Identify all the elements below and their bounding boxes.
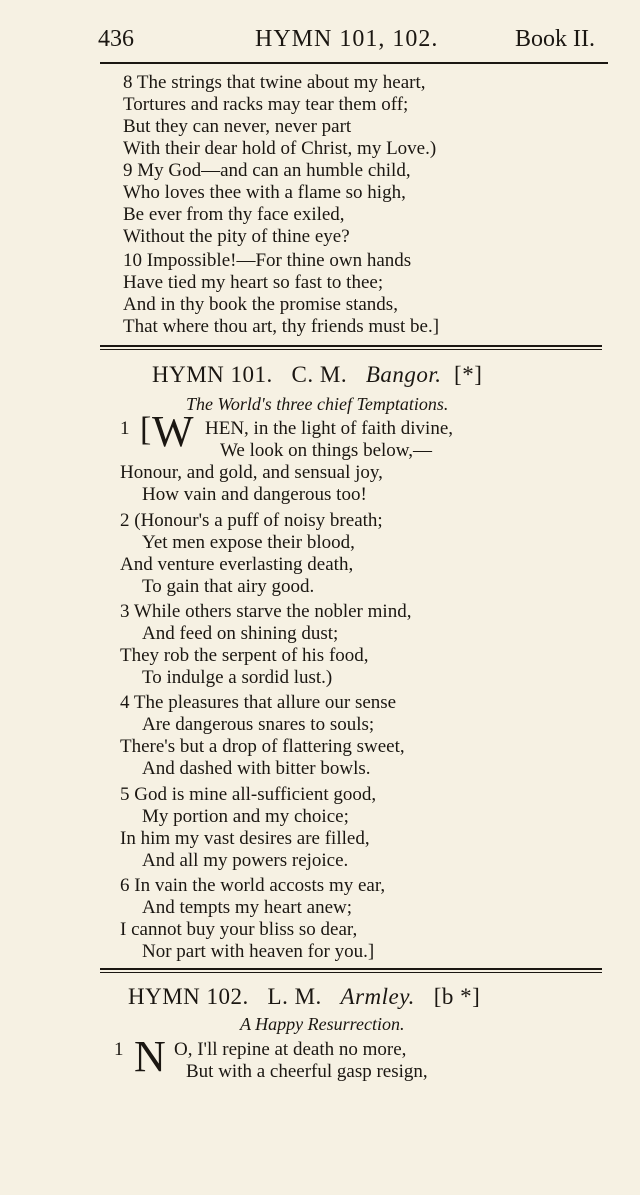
verse-line: And in thy book the promise stands, — [123, 294, 398, 315]
verse-number: 1 — [120, 418, 130, 439]
verse-line: I cannot buy your bliss so dear, — [120, 919, 358, 940]
hymn-tune: Bangor. — [365, 362, 442, 387]
hymn-mark: [*] — [454, 362, 483, 387]
hymn-meter: L. M. — [267, 984, 322, 1009]
verse-line: Tortures and racks may tear them off; — [123, 94, 409, 115]
running-header — [0, 26, 640, 60]
verse-line: That where thou art, thy friends must be.] — [123, 316, 440, 337]
verse-line: There's but a drop of flattering sweet, — [120, 736, 405, 757]
verse-line: O, I'll repine at death no more, — [174, 1039, 407, 1060]
verse-line: Yet men expose their blood, — [142, 532, 355, 553]
verse-line: HEN, in the light of faith divine, — [205, 418, 454, 439]
hymn-mark: [b *] — [433, 984, 481, 1009]
drop-cap-bracket: [ — [140, 411, 152, 448]
verse-line: To gain that airy good. — [142, 576, 315, 597]
verse-line: How vain and dangerous too! — [142, 484, 367, 505]
hymn-number: HYMN 101. — [152, 362, 273, 387]
hymn-tune: Armley. — [340, 984, 415, 1009]
verse-line: My portion and my choice; — [142, 806, 349, 827]
header-rule — [100, 62, 608, 64]
drop-cap-letter: N — [134, 1032, 166, 1081]
verse-number: 1 — [114, 1039, 124, 1060]
verse-line: 8 The strings that twine about my heart, — [123, 72, 426, 93]
verse-line: Are dangerous snares to souls; — [142, 714, 375, 735]
verse-line: And dashed with bitter bowls. — [142, 758, 371, 779]
drop-cap-letter: W — [152, 407, 194, 456]
hymn-101-heading — [152, 362, 482, 388]
verse-line: They rob the serpent of his food, — [120, 645, 369, 666]
verse-line: To indulge a sordid lust.) — [142, 667, 333, 688]
verse-line: But with a cheerful gasp resign, — [186, 1061, 428, 1082]
hymn-number: HYMN 102. — [128, 984, 249, 1009]
verse-line: 3 While others starve the nobler mind, — [120, 601, 412, 622]
verse-line: Without the pity of thine eye? — [123, 226, 350, 247]
book-label: Book II. — [515, 26, 595, 52]
hymn-subtitle: A Happy Resurrection. — [240, 1014, 405, 1034]
verse-line: 10 Impossible!—For thine own hands — [123, 250, 412, 271]
verse-line: In him my vast desires are filled, — [120, 828, 370, 849]
verse-line: 5 God is mine all-sufficient good, — [120, 784, 377, 805]
verse-line: And feed on shining dust; — [142, 623, 339, 644]
section-divider — [100, 345, 602, 350]
section-divider — [100, 968, 602, 973]
hymn-meter: C. M. — [291, 362, 348, 387]
verse-line: 9 My God—and can an humble child, — [123, 160, 411, 181]
verse-line: 2 (Honour's a puff of noisy breath; — [120, 510, 383, 531]
verse-line: Have tied my heart so fast to thee; — [123, 272, 384, 293]
verse-line: But they can never, never part — [123, 116, 352, 137]
running-title: HYMN 101, 102. — [255, 26, 439, 52]
verse-line: Honour, and gold, and sensual joy, — [120, 462, 383, 483]
verse-line: Be ever from thy face exiled, — [123, 204, 345, 225]
verse-line: 6 In vain the world accosts my ear, — [120, 875, 386, 896]
page-number: 436 — [98, 26, 134, 52]
verse-line: We look on things below,— — [220, 440, 433, 461]
hymn-subtitle: The World's three chief Temptations. — [186, 394, 449, 414]
verse-line: With their dear hold of Christ, my Love.) — [123, 138, 437, 159]
verse-line: And tempts my heart anew; — [142, 897, 353, 918]
verse-line: And all my powers rejoice. — [142, 850, 349, 871]
verse-line: And venture everlasting death, — [120, 554, 354, 575]
verse-line: 4 The pleasures that allure our sense — [120, 692, 397, 713]
verse-line: Nor part with heaven for you.] — [142, 941, 375, 962]
hymn-102-heading — [128, 984, 480, 1010]
verse-line: Who loves thee with a flame so high, — [123, 182, 406, 203]
